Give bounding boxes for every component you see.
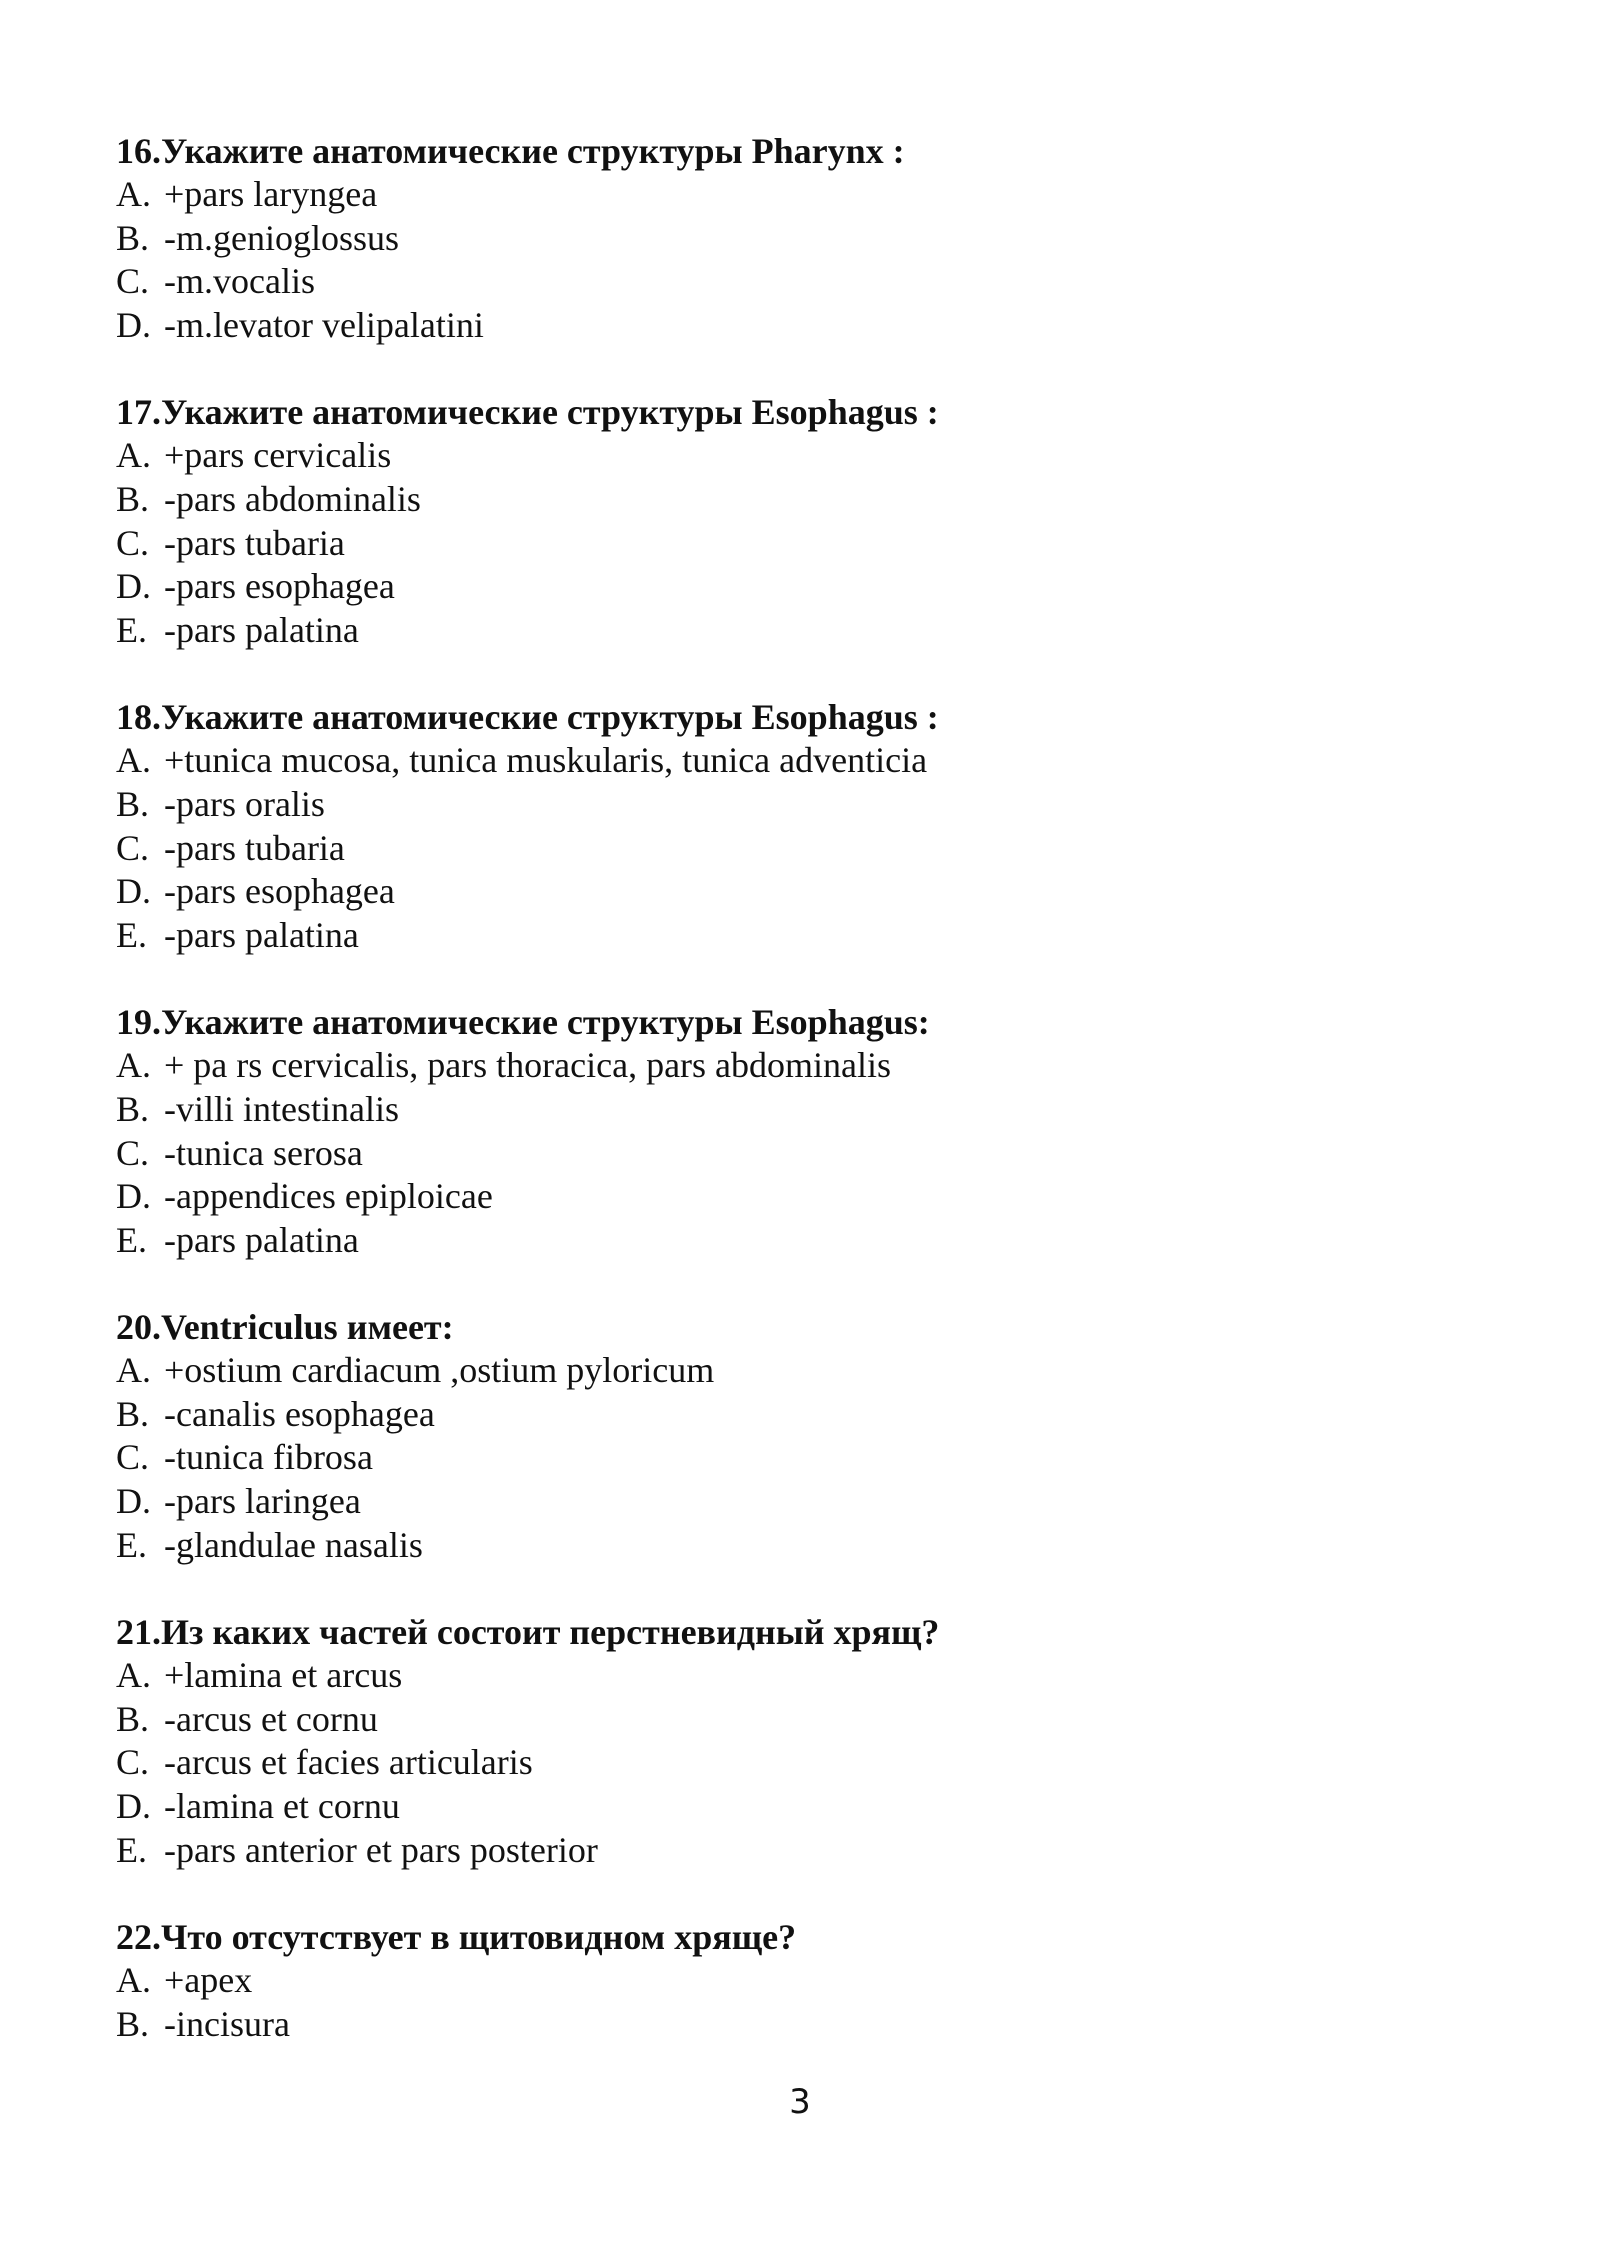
option-letter: C. bbox=[116, 1437, 150, 1478]
option-letter: A. bbox=[116, 1960, 151, 2001]
answer-option bbox=[116, 1175, 1496, 1219]
option-letter: A. bbox=[116, 1350, 151, 1391]
answer-option bbox=[116, 1524, 1496, 1568]
option-letter: E. bbox=[116, 914, 147, 955]
option-letter: D. bbox=[116, 304, 151, 345]
option-text: -pars tubaria bbox=[164, 827, 345, 868]
option-text: -appendices epiploicae bbox=[164, 1176, 493, 1217]
answer-option bbox=[116, 1088, 1496, 1132]
option-text: -tunica serosa bbox=[164, 1132, 363, 1173]
answer-option bbox=[116, 1741, 1496, 1785]
option-text: -arcus et facies articularis bbox=[164, 1742, 533, 1783]
option-text: -pars oralis bbox=[164, 783, 325, 824]
option-text: -m.vocalis bbox=[164, 261, 315, 302]
question-title: 21.Из каких частей состоит перстневидный хрящ? bbox=[116, 1612, 940, 1653]
answer-option bbox=[116, 827, 1496, 871]
question-title: 16.Укажите анатомические структуры Pharynx : bbox=[116, 131, 905, 171]
option-letter: C. bbox=[116, 1132, 150, 1173]
option-letter: C. bbox=[116, 1742, 150, 1783]
option-text: -m.genioglossus bbox=[164, 217, 400, 258]
answer-option bbox=[116, 1044, 1496, 1088]
question-block bbox=[116, 129, 1496, 347]
option-text: -pars abdominalis bbox=[164, 478, 421, 519]
option-text: -pars anterior et pars posterior bbox=[164, 1829, 598, 1870]
option-letter: A. bbox=[116, 1655, 151, 1696]
option-letter: E. bbox=[116, 609, 147, 650]
option-letter: B. bbox=[116, 1698, 150, 1739]
answer-option bbox=[116, 1654, 1496, 1698]
option-text: -pars laringea bbox=[164, 1481, 361, 1522]
option-letter: D. bbox=[116, 1481, 151, 1522]
option-letter: B. bbox=[116, 2003, 150, 2044]
answer-option bbox=[116, 1698, 1496, 1742]
option-letter: B. bbox=[116, 783, 150, 824]
question-block bbox=[116, 1000, 1496, 1262]
answer-option bbox=[116, 739, 1496, 783]
option-text: +pars laryngea bbox=[164, 174, 378, 214]
option-text: -villi intestinalis bbox=[164, 1088, 399, 1129]
answer-option bbox=[116, 217, 1496, 261]
answer-option bbox=[116, 1349, 1496, 1393]
option-text: -m.levator velipalatini bbox=[164, 304, 484, 345]
option-text: -pars tubaria bbox=[164, 522, 345, 563]
option-text: -tunica fibrosa bbox=[164, 1437, 373, 1478]
answer-option bbox=[116, 914, 1496, 958]
option-letter: E. bbox=[116, 1524, 147, 1565]
answer-option bbox=[116, 1132, 1496, 1176]
option-letter: B. bbox=[116, 1088, 150, 1129]
option-letter: C. bbox=[116, 827, 150, 868]
answer-option bbox=[116, 260, 1496, 304]
answer-option bbox=[116, 1829, 1496, 1873]
answer-option bbox=[116, 1480, 1496, 1524]
question-block bbox=[116, 1915, 1496, 2046]
question-block bbox=[116, 390, 1496, 652]
answer-option bbox=[116, 565, 1496, 609]
question-block bbox=[116, 1610, 1496, 1872]
option-text: -glandulae nasalis bbox=[164, 1524, 423, 1565]
option-letter: B. bbox=[116, 478, 150, 519]
question-title: 18.Укажите анатомические структуры Esophagus : bbox=[116, 697, 939, 738]
answer-option bbox=[116, 1959, 1496, 2003]
option-text: -pars palatina bbox=[164, 1219, 359, 1260]
option-letter: E. bbox=[116, 1219, 147, 1260]
option-text: +ostium cardiacum ,ostium pyloricum bbox=[164, 1350, 715, 1391]
option-text: -lamina et cornu bbox=[164, 1786, 400, 1827]
page-number: 3 bbox=[789, 2082, 811, 2122]
option-text: -incisura bbox=[164, 2003, 290, 2044]
answer-option bbox=[116, 478, 1496, 522]
option-text: -canalis esophagea bbox=[164, 1393, 435, 1434]
option-letter: B. bbox=[116, 217, 150, 258]
answer-option bbox=[116, 870, 1496, 914]
option-letter: D. bbox=[116, 871, 151, 912]
answer-option bbox=[116, 1393, 1496, 1437]
option-letter: D. bbox=[116, 566, 151, 607]
option-letter: D. bbox=[116, 1786, 151, 1827]
option-text: +tunica mucosa, tunica muskularis, tunica adventicia bbox=[164, 740, 928, 781]
question-title: 19.Укажите анатомические структуры Esophagus: bbox=[116, 1002, 930, 1043]
option-text: +lamina et arcus bbox=[164, 1655, 403, 1696]
answer-option bbox=[116, 1436, 1496, 1480]
option-text: + pa rs cervicalis, pars thoracica, pars abdominalis bbox=[164, 1045, 892, 1086]
answer-option bbox=[116, 434, 1496, 478]
option-text: -pars esophagea bbox=[164, 871, 395, 912]
option-letter: A. bbox=[116, 174, 151, 214]
answer-option bbox=[116, 2003, 1496, 2047]
answer-option bbox=[116, 522, 1496, 566]
option-text: +apex bbox=[164, 1960, 253, 2001]
answer-option bbox=[116, 173, 1496, 217]
question-block bbox=[116, 1305, 1496, 1567]
question-block bbox=[116, 695, 1496, 957]
option-letter: A. bbox=[116, 435, 151, 476]
option-letter: A. bbox=[116, 740, 151, 781]
option-letter: B. bbox=[116, 1393, 150, 1434]
option-letter: E. bbox=[116, 1829, 147, 1870]
answer-option bbox=[116, 783, 1496, 827]
option-text: -arcus et cornu bbox=[164, 1698, 378, 1739]
option-text: -pars palatina bbox=[164, 914, 359, 955]
question-title: 17.Укажите анатомические структуры Esophagus : bbox=[116, 392, 939, 433]
answer-option bbox=[116, 304, 1496, 348]
option-letter: C. bbox=[116, 522, 150, 563]
option-letter: A. bbox=[116, 1045, 151, 1086]
document-page bbox=[116, 129, 1496, 2089]
option-letter: C. bbox=[116, 261, 150, 302]
option-text: -pars esophagea bbox=[164, 566, 395, 607]
answer-option bbox=[116, 1785, 1496, 1829]
option-text: +pars cervicalis bbox=[164, 435, 392, 476]
question-title: 22.Что отсутствует в щитовидном хряще? bbox=[116, 1917, 797, 1958]
question-title: 20.Ventriculus имеет: bbox=[116, 1307, 454, 1348]
answer-option bbox=[116, 609, 1496, 653]
option-text: -pars palatina bbox=[164, 609, 359, 650]
option-letter: D. bbox=[116, 1176, 151, 1217]
answer-option bbox=[116, 1219, 1496, 1263]
